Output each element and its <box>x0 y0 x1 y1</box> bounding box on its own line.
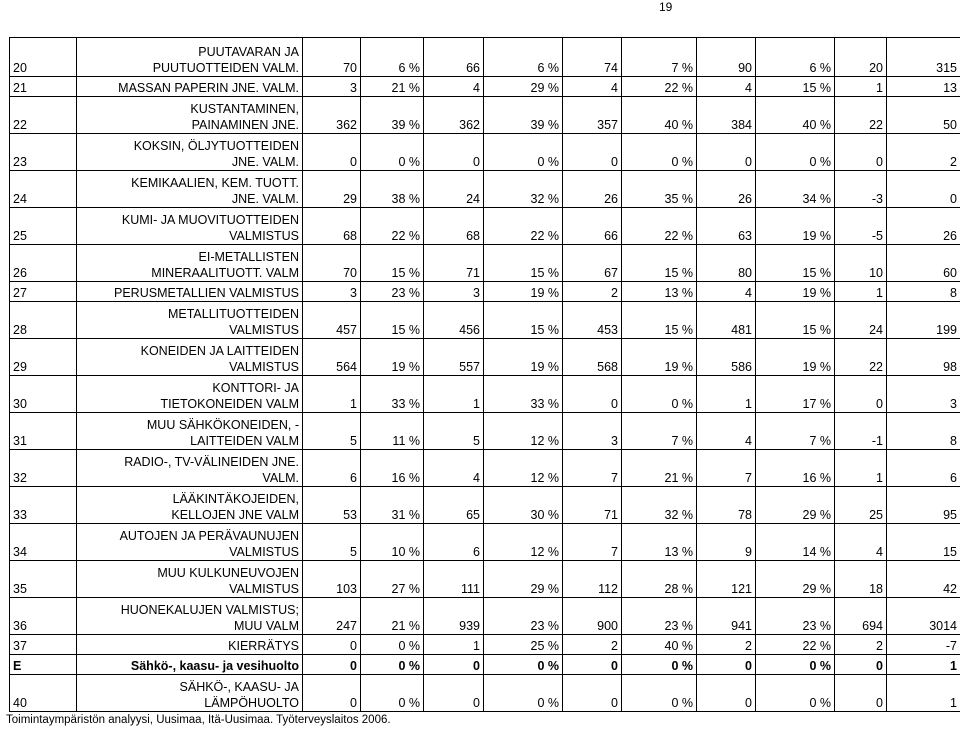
value-cell: 40 % <box>622 97 697 134</box>
value-cell: 7 <box>697 450 756 487</box>
table-row <box>10 208 960 245</box>
value-cell: 362 <box>424 97 484 134</box>
footer-source: Toimintaympäristön analyysi, Uusimaa, Itä-Uusimaa. Työterveyslaitos 2006. <box>6 714 391 726</box>
table-row <box>10 635 960 655</box>
value-cell: 70 <box>303 245 361 282</box>
row-number: 27 <box>10 282 77 302</box>
value-cell: 98 <box>887 339 960 376</box>
value-cell: 4 <box>835 524 887 561</box>
value-cell: 1 <box>303 376 361 413</box>
value-cell: 12 % <box>484 450 563 487</box>
value-cell: 0 % <box>361 675 424 712</box>
value-cell: 42 <box>887 561 960 598</box>
value-cell: 50 <box>887 97 960 134</box>
value-cell: 7 % <box>622 413 697 450</box>
industry-name: KEMIKAALIEN, KEM. TUOTT. JNE. VALM. <box>77 171 303 208</box>
value-cell: 13 <box>887 77 960 97</box>
value-cell: 199 <box>887 302 960 339</box>
industry-name: METALLITUOTTEIDEN VALMISTUS <box>77 302 303 339</box>
value-cell: 103 <box>303 561 361 598</box>
industry-name: SÄHKÖ-, KAASU- JA LÄMPÖHUOLTO <box>77 675 303 712</box>
value-cell: 27 % <box>361 561 424 598</box>
page-number: 19 <box>659 0 673 14</box>
value-cell: 1 <box>835 450 887 487</box>
value-cell: 5 <box>303 413 361 450</box>
value-cell: 19 % <box>756 339 835 376</box>
value-cell: 78 <box>697 487 756 524</box>
industry-name: AUTOJEN JA PERÄVAUNUJEN VALMISTUS <box>77 524 303 561</box>
value-cell: 0 <box>303 675 361 712</box>
value-cell: 14 % <box>756 524 835 561</box>
value-cell: 0 % <box>756 655 835 675</box>
industry-name: PERUSMETALLIEN VALMISTUS <box>77 282 303 302</box>
value-cell: 0 <box>424 675 484 712</box>
value-cell: 0 <box>697 655 756 675</box>
table-row <box>10 302 960 339</box>
value-cell: 34 % <box>756 171 835 208</box>
table-row <box>10 171 960 208</box>
value-cell: 19 % <box>484 339 563 376</box>
value-cell: 7 % <box>756 413 835 450</box>
value-cell: 18 <box>835 561 887 598</box>
value-cell: 28 % <box>622 561 697 598</box>
value-cell: 23 % <box>756 598 835 635</box>
row-number: 31 <box>10 413 77 450</box>
value-cell: 557 <box>424 339 484 376</box>
industry-name: KOKSIN, ÖLJYTUOTTEIDEN JNE. VALM. <box>77 134 303 171</box>
row-number: 30 <box>10 376 77 413</box>
value-cell: 66 <box>424 38 484 77</box>
value-cell: 21 % <box>622 450 697 487</box>
value-cell: 8 <box>887 282 960 302</box>
industry-name: KUMI- JA MUOVITUOTTEIDEN VALMISTUS <box>77 208 303 245</box>
value-cell: 0 <box>303 635 361 655</box>
value-cell: 80 <box>697 245 756 282</box>
value-cell: -3 <box>835 171 887 208</box>
industry-name: MASSAN PAPERIN JNE. VALM. <box>77 77 303 97</box>
value-cell: 40 % <box>756 97 835 134</box>
value-cell: 15 % <box>756 245 835 282</box>
value-cell: 65 <box>424 487 484 524</box>
value-cell: 12 % <box>484 413 563 450</box>
value-cell: 3 <box>424 282 484 302</box>
value-cell: 19 % <box>361 339 424 376</box>
value-cell: 0 % <box>622 376 697 413</box>
value-cell: 29 % <box>756 487 835 524</box>
value-cell: 384 <box>697 97 756 134</box>
value-cell: 1 <box>835 77 887 97</box>
value-cell: 6 % <box>361 38 424 77</box>
row-number: 25 <box>10 208 77 245</box>
table-row <box>10 282 960 302</box>
value-cell: 2 <box>835 635 887 655</box>
value-cell: 67 <box>563 245 622 282</box>
value-cell: 456 <box>424 302 484 339</box>
value-cell: 4 <box>697 282 756 302</box>
value-cell: 4 <box>697 413 756 450</box>
value-cell: 32 % <box>484 171 563 208</box>
value-cell: 586 <box>697 339 756 376</box>
value-cell: 121 <box>697 561 756 598</box>
value-cell: 0 % <box>484 675 563 712</box>
table-body <box>10 38 960 712</box>
value-cell: 0 % <box>361 134 424 171</box>
value-cell: 4 <box>424 450 484 487</box>
value-cell: 1 <box>697 376 756 413</box>
value-cell: 6 % <box>756 38 835 77</box>
value-cell: 4 <box>424 77 484 97</box>
value-cell: 15 % <box>756 302 835 339</box>
value-cell: 481 <box>697 302 756 339</box>
table-row <box>10 97 960 134</box>
value-cell: 68 <box>424 208 484 245</box>
row-number: 22 <box>10 97 77 134</box>
value-cell: 5 <box>303 524 361 561</box>
value-cell: 71 <box>563 487 622 524</box>
value-cell: 22 % <box>756 635 835 655</box>
row-number: 26 <box>10 245 77 282</box>
value-cell: 11 % <box>361 413 424 450</box>
value-cell: 17 % <box>756 376 835 413</box>
value-cell: 6 <box>887 450 960 487</box>
value-cell: -1 <box>835 413 887 450</box>
value-cell: 0 % <box>361 655 424 675</box>
value-cell: 39 % <box>484 97 563 134</box>
value-cell: 71 <box>424 245 484 282</box>
row-number: 34 <box>10 524 77 561</box>
value-cell: 9 <box>697 524 756 561</box>
value-cell: 25 % <box>484 635 563 655</box>
value-cell: 29 <box>303 171 361 208</box>
row-number: 40 <box>10 675 77 712</box>
value-cell: 3 <box>303 282 361 302</box>
value-cell: 35 % <box>622 171 697 208</box>
value-cell: 315 <box>887 38 960 77</box>
table-row <box>10 561 960 598</box>
value-cell: 564 <box>303 339 361 376</box>
value-cell: 19 % <box>756 282 835 302</box>
value-cell: 22 % <box>361 208 424 245</box>
row-number: 33 <box>10 487 77 524</box>
value-cell: 900 <box>563 598 622 635</box>
value-cell: 23 % <box>484 598 563 635</box>
value-cell: 247 <box>303 598 361 635</box>
value-cell: 53 <box>303 487 361 524</box>
value-cell: 40 % <box>622 635 697 655</box>
industry-name: EI-METALLISTEN MINERAALITUOTT. VALM <box>77 245 303 282</box>
value-cell: 22 % <box>622 77 697 97</box>
industry-name: KIERRÄTYS <box>77 635 303 655</box>
industry-name: MUU KULKUNEUVOJEN VALMISTUS <box>77 561 303 598</box>
value-cell: 0 % <box>484 655 563 675</box>
value-cell: 15 <box>887 524 960 561</box>
table-row <box>10 38 960 77</box>
row-number: 36 <box>10 598 77 635</box>
row-number: 28 <box>10 302 77 339</box>
value-cell: 357 <box>563 97 622 134</box>
value-cell: 0 <box>697 675 756 712</box>
value-cell: 0 <box>563 655 622 675</box>
value-cell: 21 % <box>361 77 424 97</box>
value-cell: 2 <box>887 134 960 171</box>
value-cell: -7 <box>887 635 960 655</box>
value-cell: 15 % <box>622 245 697 282</box>
value-cell: 70 <box>303 38 361 77</box>
value-cell: 7 % <box>622 38 697 77</box>
value-cell: 0 <box>563 376 622 413</box>
value-cell: 13 % <box>622 282 697 302</box>
value-cell: 24 <box>835 302 887 339</box>
value-cell: 3014 <box>887 598 960 635</box>
industry-name: MUU SÄHKÖKONEIDEN, - LAITTEIDEN VALM <box>77 413 303 450</box>
value-cell: 2 <box>563 635 622 655</box>
row-number: 20 <box>10 38 77 77</box>
value-cell: 1 <box>887 655 960 675</box>
value-cell: 0 % <box>756 675 835 712</box>
row-number: 23 <box>10 134 77 171</box>
value-cell: 941 <box>697 598 756 635</box>
value-cell: 0 <box>835 134 887 171</box>
value-cell: 15 % <box>361 245 424 282</box>
value-cell: 6 <box>303 450 361 487</box>
value-cell: 0 <box>424 655 484 675</box>
value-cell: 2 <box>697 635 756 655</box>
value-cell: 10 % <box>361 524 424 561</box>
industry-name: LÄÄKINTÄKOJEIDEN, KELLOJEN JNE VALM <box>77 487 303 524</box>
value-cell: 13 % <box>622 524 697 561</box>
value-cell: 568 <box>563 339 622 376</box>
value-cell: 4 <box>697 77 756 97</box>
value-cell: 0 <box>563 675 622 712</box>
value-cell: 0 <box>424 134 484 171</box>
row-number: 35 <box>10 561 77 598</box>
value-cell: 111 <box>424 561 484 598</box>
value-cell: 23 % <box>361 282 424 302</box>
value-cell: 939 <box>424 598 484 635</box>
value-cell: 31 % <box>361 487 424 524</box>
value-cell: 15 % <box>484 245 563 282</box>
value-cell: 39 % <box>361 97 424 134</box>
value-cell: 2 <box>563 282 622 302</box>
value-cell: 15 % <box>622 302 697 339</box>
value-cell: 0 % <box>622 134 697 171</box>
industry-name: KONTTORI- JA TIETOKONEIDEN VALM <box>77 376 303 413</box>
value-cell: 15 % <box>484 302 563 339</box>
value-cell: 68 <box>303 208 361 245</box>
value-cell: 95 <box>887 487 960 524</box>
value-cell: 1 <box>424 635 484 655</box>
value-cell: 0 % <box>756 134 835 171</box>
value-cell: 0 % <box>622 655 697 675</box>
value-cell: 32 % <box>622 487 697 524</box>
table-row <box>10 450 960 487</box>
value-cell: 16 % <box>756 450 835 487</box>
value-cell: 15 % <box>756 77 835 97</box>
value-cell: 66 <box>563 208 622 245</box>
value-cell: 22 % <box>484 208 563 245</box>
value-cell: 60 <box>887 245 960 282</box>
value-cell: 30 % <box>484 487 563 524</box>
value-cell: 4 <box>563 77 622 97</box>
industry-name: HUONEKALUJEN VALMISTUS; MUU VALM <box>77 598 303 635</box>
value-cell: 0 % <box>622 675 697 712</box>
value-cell: 0 <box>835 376 887 413</box>
value-cell: 19 % <box>622 339 697 376</box>
value-cell: 0 <box>887 171 960 208</box>
value-cell: 25 <box>835 487 887 524</box>
industry-name: PUUTAVARAN JA PUUTUOTTEIDEN VALM. <box>77 38 303 77</box>
row-number: 37 <box>10 635 77 655</box>
value-cell: 3 <box>887 376 960 413</box>
table-row <box>10 655 960 675</box>
value-cell: 1 <box>424 376 484 413</box>
value-cell: 0 <box>563 134 622 171</box>
row-number: 32 <box>10 450 77 487</box>
value-cell: 29 % <box>756 561 835 598</box>
value-cell: 12 % <box>484 524 563 561</box>
table-row <box>10 413 960 450</box>
value-cell: 3 <box>303 77 361 97</box>
value-cell: 1 <box>887 675 960 712</box>
value-cell: 457 <box>303 302 361 339</box>
value-cell: 362 <box>303 97 361 134</box>
value-cell: 24 <box>424 171 484 208</box>
row-number: E <box>10 655 77 675</box>
table-row <box>10 524 960 561</box>
value-cell: 112 <box>563 561 622 598</box>
table-row <box>10 598 960 635</box>
row-number: 21 <box>10 77 77 97</box>
value-cell: 10 <box>835 245 887 282</box>
value-cell: 5 <box>424 413 484 450</box>
value-cell: 90 <box>697 38 756 77</box>
value-cell: 694 <box>835 598 887 635</box>
value-cell: 0 % <box>361 635 424 655</box>
value-cell: 22 <box>835 339 887 376</box>
value-cell: 453 <box>563 302 622 339</box>
value-cell: 0 <box>835 655 887 675</box>
industry-name: KUSTANTAMINEN, PAINAMINEN JNE. <box>77 97 303 134</box>
value-cell: 21 % <box>361 598 424 635</box>
value-cell: 8 <box>887 413 960 450</box>
value-cell: 0 <box>303 655 361 675</box>
value-cell: 23 % <box>622 598 697 635</box>
value-cell: 38 % <box>361 171 424 208</box>
value-cell: 7 <box>563 524 622 561</box>
table-row <box>10 245 960 282</box>
value-cell: 0 <box>835 675 887 712</box>
table-row <box>10 675 960 712</box>
value-cell: 0 <box>697 134 756 171</box>
value-cell: 74 <box>563 38 622 77</box>
table-row <box>10 487 960 524</box>
value-cell: 22 % <box>622 208 697 245</box>
value-cell: 16 % <box>361 450 424 487</box>
value-cell: 26 <box>697 171 756 208</box>
table-row <box>10 339 960 376</box>
value-cell: -5 <box>835 208 887 245</box>
value-cell: 0 % <box>484 134 563 171</box>
value-cell: 22 <box>835 97 887 134</box>
value-cell: 7 <box>563 450 622 487</box>
industry-name: KONEIDEN JA LAITTEIDEN VALMISTUS <box>77 339 303 376</box>
value-cell: 15 % <box>361 302 424 339</box>
value-cell: 20 <box>835 38 887 77</box>
value-cell: 33 % <box>361 376 424 413</box>
value-cell: 19 % <box>756 208 835 245</box>
table-row <box>10 376 960 413</box>
row-number: 24 <box>10 171 77 208</box>
table-row <box>10 77 960 97</box>
value-cell: 26 <box>563 171 622 208</box>
value-cell: 0 <box>303 134 361 171</box>
table-row <box>10 134 960 171</box>
row-number: 29 <box>10 339 77 376</box>
value-cell: 6 <box>424 524 484 561</box>
value-cell: 19 % <box>484 282 563 302</box>
value-cell: 6 % <box>484 38 563 77</box>
industry-name: Sähkö-, kaasu- ja vesihuolto <box>77 655 303 675</box>
value-cell: 26 <box>887 208 960 245</box>
value-cell: 63 <box>697 208 756 245</box>
industry-statistics-table <box>9 37 960 712</box>
value-cell: 3 <box>563 413 622 450</box>
value-cell: 1 <box>835 282 887 302</box>
value-cell: 33 % <box>484 376 563 413</box>
value-cell: 29 % <box>484 77 563 97</box>
value-cell: 29 % <box>484 561 563 598</box>
industry-name: RADIO-, TV-VÄLINEIDEN JNE. VALM. <box>77 450 303 487</box>
